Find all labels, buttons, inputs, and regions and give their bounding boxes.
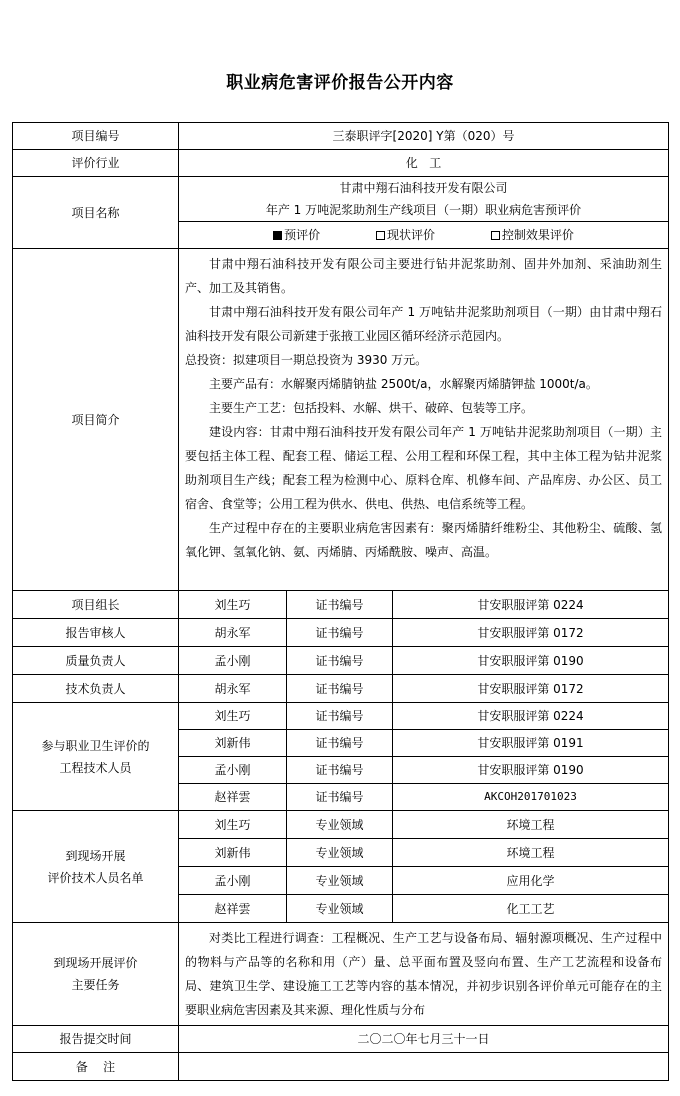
remark-value bbox=[179, 1053, 669, 1081]
leader-cert: 甘安职服评第 0224 bbox=[393, 591, 669, 619]
submit-label: 报告提交时间 bbox=[13, 1026, 179, 1053]
unchecked-checkbox-icon[interactable] bbox=[376, 231, 385, 240]
tech-label: 技术负责人 bbox=[13, 675, 179, 703]
eval-type-options bbox=[179, 222, 669, 249]
tasks-label-line: 到现场开展评价 bbox=[53, 956, 138, 970]
option-status-evaluation[interactable] bbox=[376, 228, 435, 242]
project-name-value bbox=[179, 177, 669, 222]
quality-cert-label: 证书编号 bbox=[287, 647, 393, 675]
engineer-cert-label: 证书编号 bbox=[287, 784, 393, 811]
project-company: 甘肃中翔石油科技开发有限公司 bbox=[339, 181, 508, 195]
onsite-name: 赵祥雲 bbox=[179, 895, 287, 923]
summary-text bbox=[179, 249, 669, 591]
leader-cert-label: 证书编号 bbox=[287, 591, 393, 619]
onsite-field-label: 专业领域 bbox=[287, 895, 393, 923]
submit-date: 二〇二〇年七月三十一日 bbox=[179, 1026, 669, 1053]
engineer-name: 刘新伟 bbox=[179, 730, 287, 757]
reviewer-name: 胡永军 bbox=[179, 619, 287, 647]
engineer-cert-label: 证书编号 bbox=[287, 703, 393, 730]
summary-paragraph: 总投资：拟建项目一期总投资为 3930 万元。 bbox=[185, 353, 428, 367]
summary-label: 项目简介 bbox=[13, 249, 179, 591]
industry-label: 评价行业 bbox=[13, 150, 179, 177]
tech-cert-label: 证书编号 bbox=[287, 675, 393, 703]
quality-name: 孟小刚 bbox=[179, 647, 287, 675]
onsite-name: 刘新伟 bbox=[179, 839, 287, 867]
onsite-field: 化工工艺 bbox=[393, 895, 669, 923]
tasks-paragraph: 对类比工程进行调查：工程概况、生产工艺与设备布局、辐射源项概况、生产过程中的物料与产品等的名称和用（产）量、总平面布置及竖向布置、生产工艺流程和设备布局、建筑卫生学、建设施工工艺等内容的基本情况，并初步识别各评价单元可能存在的主要职业病危害因素及其来源、理化性质与分布 bbox=[185, 931, 662, 1017]
project-title: 年产 1 万吨泥浆助剂生产线项目（一期）职业病危害预评价 bbox=[265, 203, 582, 217]
engineer-cert: 甘安职服评第 0224 bbox=[393, 703, 669, 730]
summary-paragraph: 建设内容：甘肃中翔石油科技开发有限公司年产 1 万吨钻井泥浆助剂项目（一期）主要包括主体工程、配套工程、储运工程、公用工程和环保工程，其中主体工程为钻井泥浆助剂项目生产线；配套工程为检测中心、原料仓库、机修车间、产品库房、办公区、员工宿舍、食堂等；公用工程为供水、供电、供热、电信系统等工程。 bbox=[185, 425, 662, 511]
option-status-evaluation-label: 现状评价 bbox=[386, 228, 435, 242]
quality-cert: 甘安职服评第 0190 bbox=[393, 647, 669, 675]
tech-cert: 甘安职服评第 0172 bbox=[393, 675, 669, 703]
onsite-field-label: 专业领域 bbox=[287, 811, 393, 839]
quality-label: 质量负责人 bbox=[13, 647, 179, 675]
engineers-label-line: 参与职业卫生评价的 bbox=[41, 738, 150, 753]
engineer-name: 赵祥雲 bbox=[179, 784, 287, 811]
leader-name: 刘生巧 bbox=[179, 591, 287, 619]
engineer-name: 孟小刚 bbox=[179, 757, 287, 784]
engineers-label-line: 工程技术人员 bbox=[59, 760, 132, 775]
summary-paragraph: 主要生产工艺：包括投料、水解、烘干、破碎、包装等工序。 bbox=[209, 401, 534, 415]
engineer-cert-label: 证书编号 bbox=[287, 730, 393, 757]
tasks-text bbox=[179, 923, 669, 1026]
option-pre-evaluation[interactable] bbox=[273, 228, 320, 242]
onsite-field-label: 专业领域 bbox=[287, 839, 393, 867]
onsite-name: 孟小刚 bbox=[179, 867, 287, 895]
checked-checkbox-icon[interactable] bbox=[273, 231, 282, 240]
unchecked-checkbox-icon[interactable] bbox=[491, 231, 500, 240]
option-pre-evaluation-label: 预评价 bbox=[284, 228, 321, 242]
onsite-field: 应用化学 bbox=[393, 867, 669, 895]
engineer-cert: 甘安职服评第 0190 bbox=[393, 757, 669, 784]
onsite-field-label: 专业领域 bbox=[287, 867, 393, 895]
reviewer-cert: 甘安职服评第 0172 bbox=[393, 619, 669, 647]
project-no-label: 项目编号 bbox=[13, 123, 179, 150]
option-control-evaluation-label: 控制效果评价 bbox=[501, 228, 574, 242]
engineer-name: 刘生巧 bbox=[179, 703, 287, 730]
option-control-evaluation[interactable] bbox=[491, 228, 574, 242]
project-no-value: 三泰职评字[2020] Y第（020）号 bbox=[179, 123, 669, 150]
onsite-field: 环境工程 bbox=[393, 811, 669, 839]
leader-label: 项目组长 bbox=[13, 591, 179, 619]
summary-paragraph: 甘肃中翔石油科技开发有限公司年产 1 万吨钻井泥浆助剂项目（一期）由甘肃中翔石油科技开发有限公司新建于张掖工业园区循环经济示范园内。 bbox=[185, 305, 662, 343]
engineer-cert: 甘安职服评第 0191 bbox=[393, 730, 669, 757]
remark-label: 备 注 bbox=[13, 1053, 179, 1081]
report-table bbox=[12, 122, 669, 1081]
onsite-field: 环境工程 bbox=[393, 839, 669, 867]
onsite-label bbox=[13, 811, 179, 923]
engineer-cert: AKCOH201701023 bbox=[393, 784, 669, 811]
industry-value: 化 工 bbox=[179, 150, 669, 177]
onsite-name: 刘生巧 bbox=[179, 811, 287, 839]
engineer-cert-label: 证书编号 bbox=[287, 757, 393, 784]
onsite-label-line: 到现场开展 bbox=[65, 848, 126, 863]
reviewer-label: 报告审核人 bbox=[13, 619, 179, 647]
reviewer-cert-label: 证书编号 bbox=[287, 619, 393, 647]
summary-paragraph: 甘肃中翔石油科技开发有限公司主要进行钻井泥浆助剂、固井外加剂、采油助剂生产、加工及其销售。 bbox=[185, 257, 662, 295]
page-title: 职业病危害评价报告公开内容 bbox=[226, 73, 454, 93]
engineers-label bbox=[13, 703, 179, 811]
tasks-label-line: 主要任务 bbox=[71, 978, 120, 992]
summary-paragraph: 主要产品有：水解聚丙烯腈钠盐 2500t/a，水解聚丙烯腈钾盐 1000t/a。 bbox=[209, 377, 598, 391]
project-name-label: 项目名称 bbox=[13, 177, 179, 249]
tasks-label bbox=[13, 923, 179, 1026]
onsite-label-line: 评价技术人员名单 bbox=[47, 870, 144, 885]
summary-paragraph: 生产过程中存在的主要职业病危害因素有：聚丙烯腈纤维粉尘、其他粉尘、硫酸、氢氧化钾、氢氧化钠、氨、丙烯腈、丙烯酰胺、噪声、高温。 bbox=[185, 521, 662, 559]
tech-name: 胡永军 bbox=[179, 675, 287, 703]
